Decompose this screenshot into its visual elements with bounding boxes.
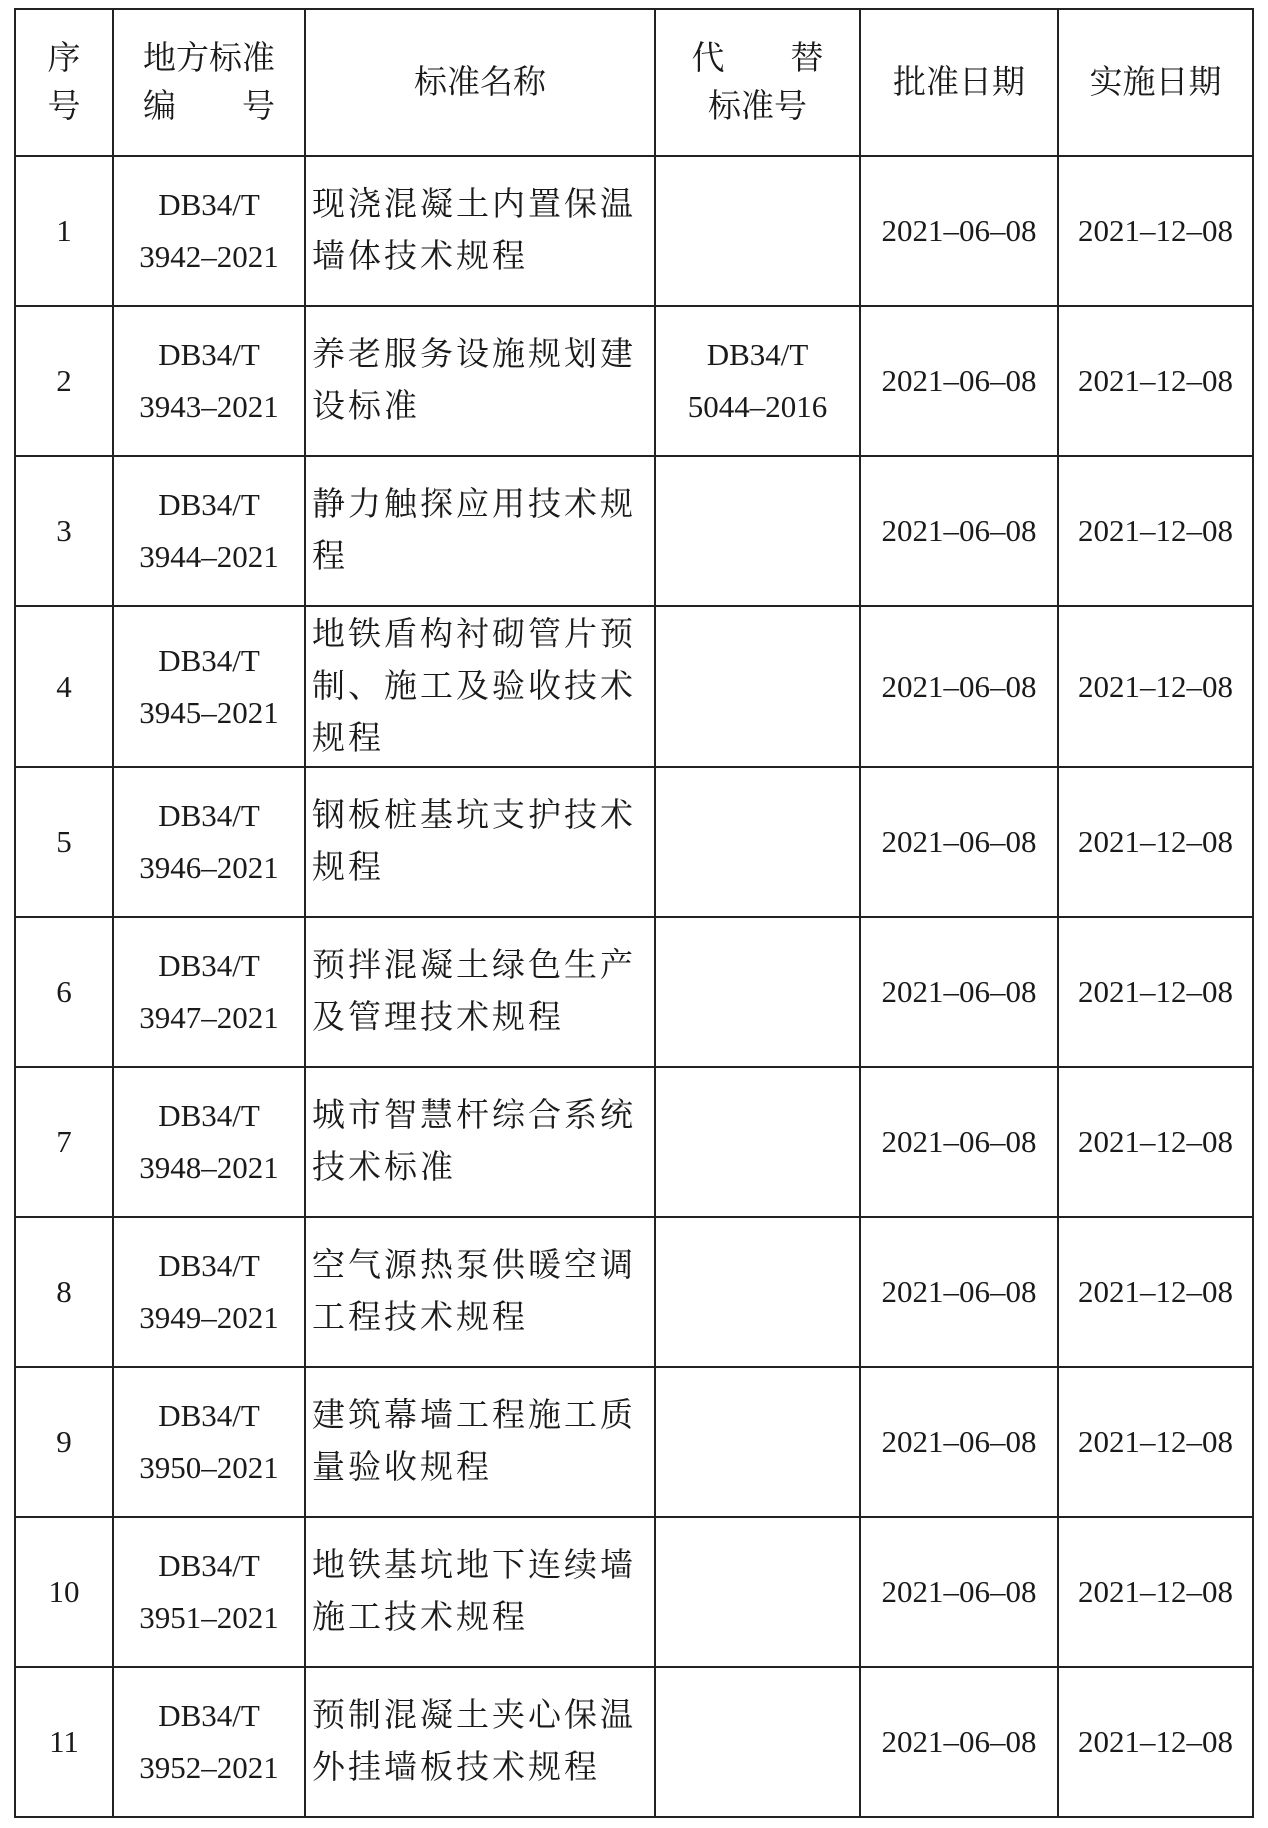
row-effective-date: 2021–12–08: [1058, 306, 1253, 456]
row-code-line1: DB34/T: [158, 187, 260, 222]
table-row: [15, 1667, 1253, 1817]
header-approve-date: 批准日期: [860, 9, 1058, 156]
row-effective-date: 2021–12–08: [1058, 767, 1253, 917]
row-code-line1: DB34/T: [158, 1548, 260, 1583]
row-replaced-standard: [655, 1367, 860, 1517]
row-approve-date: 2021–06–08: [860, 456, 1058, 606]
row-standard-code: [113, 156, 305, 306]
table-row: [15, 917, 1253, 1067]
row-replaced-standard: [655, 1667, 860, 1817]
table-row: [15, 456, 1253, 606]
row-index: 4: [15, 606, 113, 767]
row-index: 10: [15, 1517, 113, 1667]
row-standard-code: [113, 306, 305, 456]
standards-table: [14, 8, 1254, 1818]
header-replace: [655, 9, 860, 156]
row-approve-date: 2021–06–08: [860, 1367, 1058, 1517]
row-index: 6: [15, 917, 113, 1067]
row-standard-name: 建筑幕墙工程施工质量验收规程: [305, 1367, 655, 1517]
table-row: [15, 1367, 1253, 1517]
row-standard-name: 预拌混凝土绿色生产及管理技术规程: [305, 917, 655, 1067]
row-standard-name: 城市智慧杆综合系统技术标准: [305, 1067, 655, 1217]
row-approve-date: 2021–06–08: [860, 306, 1058, 456]
row-replaced-standard: [655, 1217, 860, 1367]
row-index: 5: [15, 767, 113, 917]
row-replace-line1: DB34/T: [706, 337, 809, 372]
row-index: 1: [15, 156, 113, 306]
row-replaced-standard: [655, 917, 860, 1067]
row-replaced-standard: [655, 156, 860, 306]
row-code-line1: DB34/T: [158, 1398, 260, 1433]
row-code-line1: DB34/T: [158, 337, 260, 372]
row-approve-date: 2021–06–08: [860, 1517, 1058, 1667]
header-index: [15, 9, 113, 156]
row-approve-date: 2021–06–08: [860, 1217, 1058, 1367]
row-effective-date: 2021–12–08: [1058, 1517, 1253, 1667]
row-replaced-standard: [655, 306, 860, 456]
row-standard-name: 空气源热泵供暖空调工程技术规程: [305, 1217, 655, 1367]
row-replaced-standard: [655, 456, 860, 606]
row-code-line2: 3946–2021: [139, 850, 279, 885]
table-row: [15, 156, 1253, 306]
row-code-line2: 3945–2021: [139, 694, 279, 730]
row-code-line2: 3952–2021: [139, 1750, 279, 1785]
row-index: 11: [15, 1667, 113, 1817]
row-standard-code: [113, 1217, 305, 1367]
row-standard-code: [113, 917, 305, 1067]
header-code-line2: 编 号: [143, 88, 275, 125]
table-header: [15, 9, 1253, 156]
row-code-line1: DB34/T: [158, 642, 260, 678]
row-effective-date: 2021–12–08: [1058, 1217, 1253, 1367]
row-standard-code: [113, 1517, 305, 1667]
header-index-line2: 号: [47, 88, 81, 125]
row-code-line2: 3943–2021: [139, 389, 279, 424]
table-row: [15, 1217, 1253, 1367]
row-standard-code: [113, 767, 305, 917]
row-standard-name: 钢板桩基坑支护技术规程: [305, 767, 655, 917]
row-code-line2: 3947–2021: [139, 1000, 279, 1035]
row-index: 2: [15, 306, 113, 456]
row-approve-date: 2021–06–08: [860, 606, 1058, 767]
row-code-line2: 3944–2021: [139, 539, 279, 574]
row-approve-date: 2021–06–08: [860, 1667, 1058, 1817]
header-name: 标准名称: [305, 9, 655, 156]
row-code-line2: 3949–2021: [139, 1300, 279, 1335]
row-replaced-standard: [655, 1067, 860, 1217]
header-effective-date: 实施日期: [1058, 9, 1253, 156]
row-effective-date: 2021–12–08: [1058, 1367, 1253, 1517]
row-standard-code: [113, 456, 305, 606]
row-standard-code: [113, 1367, 305, 1517]
row-approve-date: 2021–06–08: [860, 917, 1058, 1067]
row-approve-date: 2021–06–08: [860, 156, 1058, 306]
table-row: [15, 606, 1253, 767]
row-standard-code: [113, 1067, 305, 1217]
row-index: 3: [15, 456, 113, 606]
row-code-line1: DB34/T: [158, 1098, 260, 1133]
row-replaced-standard: [655, 606, 860, 767]
table-row: [15, 1067, 1253, 1217]
row-replace-line2: 5044–2016: [687, 389, 828, 424]
table-row: [15, 767, 1253, 917]
row-effective-date: 2021–12–08: [1058, 1067, 1253, 1217]
row-effective-date: 2021–12–08: [1058, 606, 1253, 767]
header-replace-line2: 标准号: [708, 88, 807, 125]
row-code-line1: DB34/T: [158, 798, 260, 833]
row-standard-name: 现浇混凝土内置保温墙体技术规程: [305, 156, 655, 306]
row-effective-date: 2021–12–08: [1058, 456, 1253, 606]
row-index: 9: [15, 1367, 113, 1517]
row-code-line1: DB34/T: [158, 487, 260, 522]
header-code: [113, 9, 305, 156]
row-standard-code: [113, 606, 305, 767]
row-replaced-standard: [655, 767, 860, 917]
row-effective-date: 2021–12–08: [1058, 1667, 1253, 1817]
row-code-line1: DB34/T: [158, 948, 260, 983]
row-approve-date: 2021–06–08: [860, 767, 1058, 917]
row-standard-code: [113, 1667, 305, 1817]
row-code-line2: 3948–2021: [139, 1150, 279, 1185]
row-standard-name: 地铁基坑地下连续墙施工技术规程: [305, 1517, 655, 1667]
header-index-line1: 序: [47, 40, 81, 77]
header-row: [15, 9, 1253, 156]
row-effective-date: 2021–12–08: [1058, 917, 1253, 1067]
row-replaced-standard: [655, 1517, 860, 1667]
row-effective-date: 2021–12–08: [1058, 156, 1253, 306]
row-standard-name: 预制混凝土夹心保温外挂墙板技术规程: [305, 1667, 655, 1817]
row-standard-name: 养老服务设施规划建设标准: [305, 306, 655, 456]
row-code-line1: DB34/T: [158, 1248, 260, 1283]
row-standard-name: 地铁盾构衬砌管片预制、施工及验收技术规程: [305, 606, 655, 767]
header-code-line1: 地方标准: [143, 40, 275, 77]
row-code-line2: 3942–2021: [139, 239, 279, 274]
header-replace-line1: 代 替: [691, 40, 824, 77]
row-index: 8: [15, 1217, 113, 1367]
row-index: 7: [15, 1067, 113, 1217]
row-standard-name: 静力触探应用技术规程: [305, 456, 655, 606]
table-row: [15, 1517, 1253, 1667]
row-approve-date: 2021–06–08: [860, 1067, 1058, 1217]
row-code-line1: DB34/T: [158, 1698, 260, 1733]
table-body: [15, 156, 1253, 1817]
row-code-line2: 3951–2021: [139, 1600, 279, 1635]
row-code-line2: 3950–2021: [139, 1450, 279, 1485]
table-row: [15, 306, 1253, 456]
